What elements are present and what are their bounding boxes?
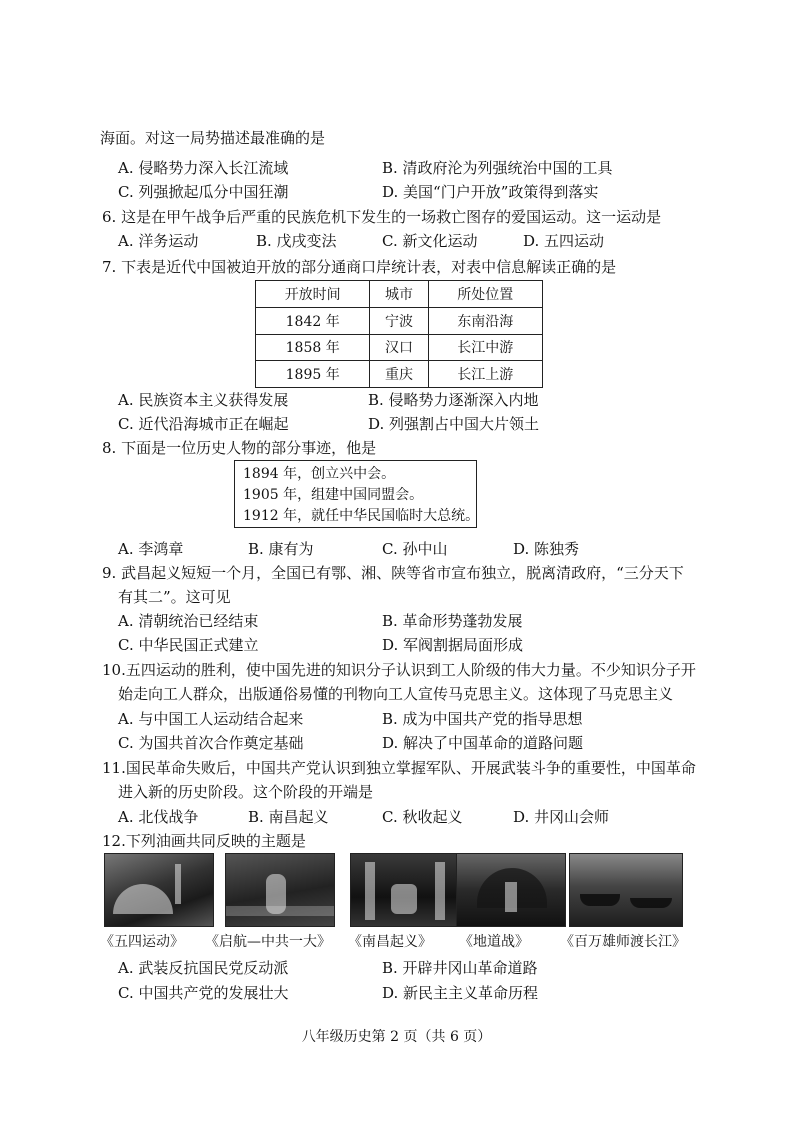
cell-time: 1858 年: [256, 334, 370, 361]
q6-stem: 6. 这是在甲午战争后严重的民族危机下发生的一场救亡图存的爱国运动。这一运动是: [102, 208, 662, 226]
painting-caption: 《五四运动》: [100, 934, 184, 950]
cell-location: 长江上游: [428, 361, 542, 388]
painting-tunnel-warfare: [456, 853, 566, 927]
q11-option-a: A. 北伐战争: [118, 808, 199, 826]
q12-option-c: C. 中国共产党的发展壮大: [118, 984, 289, 1002]
events-box: [234, 460, 480, 528]
painting-caption: 《百万雄师渡长江》: [560, 934, 686, 950]
cell-location: 长江中游: [428, 334, 542, 361]
painting-may-fourth: [104, 853, 214, 927]
q12-option-b: B. 开辟井冈山革命道路: [382, 959, 538, 977]
q7-option-c: C. 近代沿海城市正在崛起: [118, 415, 289, 433]
q5-stem-tail: 海面。对这一局势描述最准确的是: [100, 129, 326, 147]
painting-caption: 《地道战》: [459, 934, 529, 950]
q9-stem-line2: 有其二”。这可见: [118, 588, 231, 606]
q10-option-b: B. 成为中国共产党的指导思想: [382, 710, 583, 728]
q5-option-c: C. 列强掀起瓜分中国狂潮: [118, 183, 289, 201]
event-line: 1912 年，就任中华民国临时大总统。: [243, 508, 480, 524]
q6-option-b: B. 戊戌变法: [256, 232, 337, 250]
painting-crossing-yangtze: [569, 853, 683, 927]
q9-option-c: C. 中华民国正式建立: [118, 636, 259, 654]
table-row: [256, 307, 543, 334]
q7-option-a: A. 民族资本主义获得发展: [118, 391, 289, 409]
ports-table: [255, 280, 543, 388]
q5-option-b: B. 清政府沦为列强统治中国的工具: [382, 159, 613, 177]
cell-location: 东南沿海: [428, 307, 542, 334]
q7-option-b: B. 侵略势力逐渐深入内地: [368, 391, 539, 409]
q10-option-c: C. 为国共首次合作奠定基础: [118, 734, 304, 752]
q9-option-b: B. 革命形势蓬勃发展: [382, 612, 523, 630]
q5-option-a: A. 侵略势力深入长江流域: [118, 159, 289, 177]
header-city: 城市: [370, 281, 428, 308]
painting-nanchang-uprising: [350, 853, 460, 927]
q9-option-a: A. 清朝统治已经结束: [118, 612, 259, 630]
cell-city: 汉口: [370, 334, 428, 361]
q9-option-d: D. 军阀割据局面形成: [382, 636, 524, 654]
q10-stem-line2: 始走向工人群众，出版通俗易懂的刊物向工人宣传马克思主义。这体现了马克思主义: [118, 685, 674, 703]
q6-option-a: A. 洋务运动: [118, 232, 199, 250]
q11-option-c: C. 秋收起义: [382, 808, 463, 826]
cell-city: 重庆: [370, 361, 428, 388]
q8-option-c: C. 孙中山: [382, 540, 448, 558]
q11-option-d: D. 井冈山会师: [513, 808, 610, 826]
q10-option-a: A. 与中国工人运动结合起来: [118, 710, 304, 728]
q8-option-b: B. 康有为: [248, 540, 314, 558]
painting-caption: 《启航—中共一大》: [205, 934, 331, 950]
table-row: [256, 334, 543, 361]
q10-option-d: D. 解决了中国革命的道路问题: [382, 734, 584, 752]
q12-stem: 12.下列油画共同反映的主题是: [102, 832, 306, 850]
q9-stem-line1: 9. 武昌起义短短一个月，全国已有鄂、湘、陕等省市宣布独立，脱离清政府，“三分天下: [102, 564, 684, 582]
painting-caption: 《南昌起义》: [348, 934, 432, 950]
q10-stem-line1: 10.五四运动的胜利，使中国先进的知识分子认识到工人阶级的伟大力量。不少知识分子开: [102, 661, 696, 679]
cell-time: 1895 年: [256, 361, 370, 388]
event-line: 1905 年，组建中国同盟会。: [243, 487, 424, 503]
q8-option-a: A. 李鸿章: [118, 540, 184, 558]
q12-option-a: A. 武装反抗国民党反动派: [118, 959, 289, 977]
q8-option-d: D. 陈独秀: [513, 540, 580, 558]
table-row: [256, 361, 543, 388]
page-footer: 八年级历史第 2 页（共 6 页）: [301, 1029, 492, 1045]
cell-time: 1842 年: [256, 307, 370, 334]
q7-option-d: D. 列强割占中国大片领土: [368, 415, 540, 433]
q11-stem-line2: 进入新的历史阶段。这个阶段的开端是: [118, 783, 374, 801]
q6-option-c: C. 新文化运动: [382, 232, 478, 250]
q11-stem-line1: 11.国民革命失败后，中国共产党认识到独立掌握军队、开展武装斗争的重要性，中国革命: [102, 759, 696, 777]
q5-option-d: D. 美国“门户开放”政策得到落实: [382, 183, 599, 201]
event-line: 1894 年，创立兴中会。: [243, 466, 396, 482]
q6-option-d: D. 五四运动: [523, 232, 605, 250]
q12-option-d: D. 新民主主义革命历程: [382, 984, 539, 1002]
q8-stem: 8. 下面是一位历史人物的部分事迹，他是: [102, 439, 377, 457]
q7-stem: 7. 下表是近代中国被迫开放的部分通商口岸统计表，对表中信息解读正确的是: [102, 258, 617, 276]
cell-city: 宁波: [370, 307, 428, 334]
painting-first-congress: [225, 853, 335, 927]
header-location: 所处位置: [428, 281, 542, 308]
q11-option-b: B. 南昌起义: [248, 808, 329, 826]
header-time: 开放时间: [256, 281, 370, 308]
ports-table-header: [256, 281, 543, 308]
